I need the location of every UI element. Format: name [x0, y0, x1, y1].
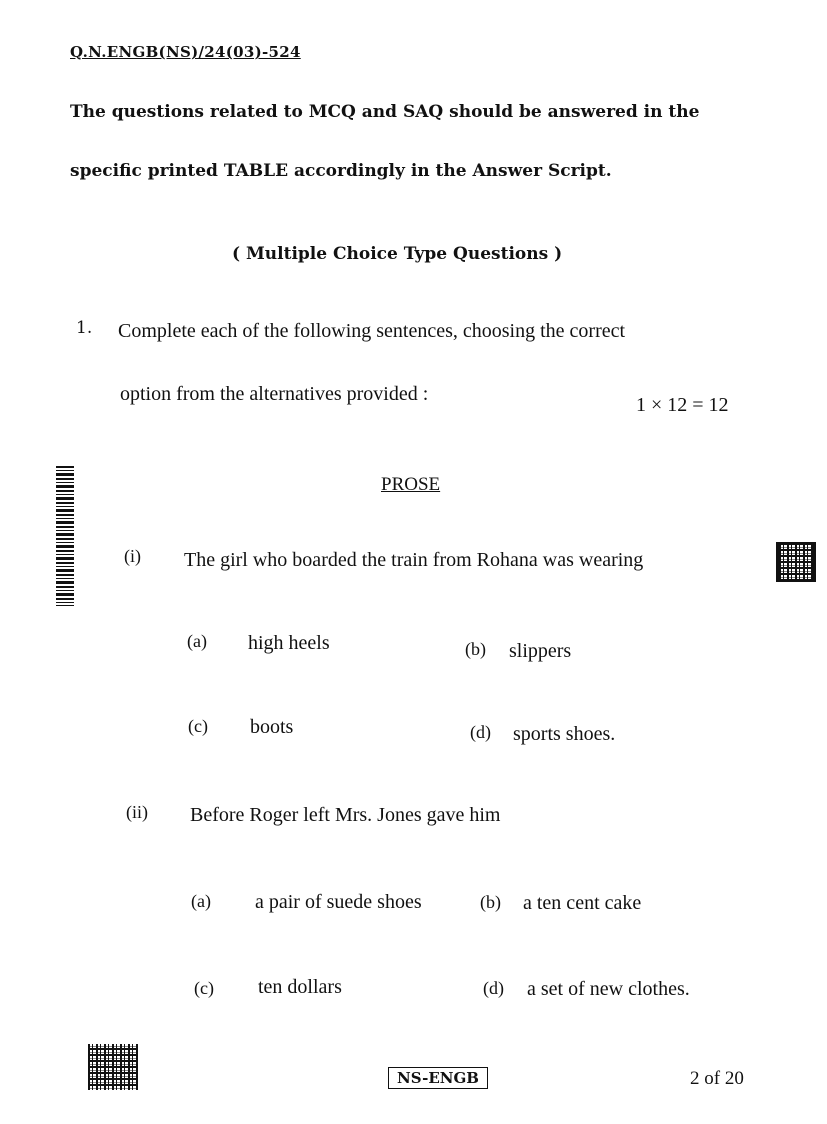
- option-label: (a): [187, 631, 207, 651]
- footer-code: NS-ENGB: [388, 1067, 488, 1089]
- qr-code-icon: [776, 542, 816, 582]
- option-text: slippers: [509, 640, 572, 662]
- paper-code: Q.N.ENGB(NS)/24(03)-524: [70, 43, 301, 61]
- option-label: (b): [480, 892, 501, 912]
- option-text: a set of new clothes.: [527, 978, 690, 1000]
- option-label: (b): [465, 639, 486, 659]
- instruction-line-2: specific printed TABLE accordingly in the Answer Script.: [70, 161, 612, 181]
- option-text: a pair of suede shoes: [255, 891, 422, 913]
- item-text: Before Roger left Mrs. Jones gave him: [190, 804, 501, 826]
- instruction-line-1: The questions related to MCQ and SAQ should be answered in the: [70, 102, 700, 122]
- item-number: (ii): [126, 802, 148, 822]
- option-label: (d): [483, 978, 504, 998]
- section-title: ( Multiple Choice Type Questions ): [232, 244, 563, 264]
- page-number: 2 of 20: [690, 1068, 744, 1089]
- option-label: (c): [194, 978, 214, 998]
- question-number: 1.: [76, 318, 93, 338]
- option-label: (d): [470, 722, 491, 742]
- item-number: (i): [124, 546, 141, 566]
- question-marks: 1 × 12 = 12: [636, 394, 729, 416]
- option-text: high heels: [248, 632, 330, 654]
- option-text: ten dollars: [258, 976, 342, 998]
- option-label: (a): [191, 891, 211, 911]
- item-text: The girl who boarded the train from Rohana was wearing: [184, 549, 644, 571]
- option-text: a ten cent cake: [523, 892, 642, 914]
- question-text-line-2: option from the alternatives provided :: [120, 383, 429, 405]
- option-text: boots: [250, 716, 294, 738]
- question-text-line-1: Complete each of the following sentences, choosing the correct: [118, 320, 626, 342]
- option-text: sports shoes.: [513, 723, 616, 745]
- subsection-title: PROSE: [381, 474, 441, 495]
- barcode-icon: [56, 466, 74, 606]
- option-label: (c): [188, 716, 208, 736]
- qr-code-icon: [88, 1044, 138, 1090]
